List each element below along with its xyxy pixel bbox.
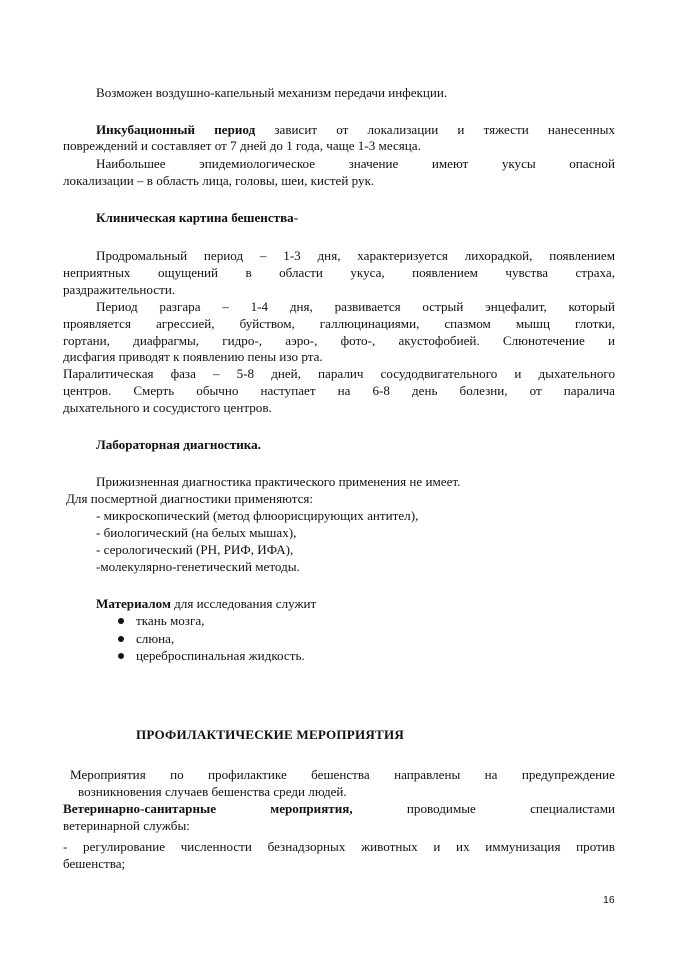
lab-method-item: -молекулярно-генетический методы.: [96, 559, 300, 574]
peak-line-1: Период разгара – 1-4 дня, развивается острый энцефалит, который: [96, 299, 615, 314]
prodrome-line-3: раздражительности.: [63, 282, 176, 297]
prodrome-line-2: неприятных ощущений в области укуса, появлением чувства страха,: [63, 265, 615, 280]
material-bullet-item: слюна,: [136, 631, 175, 646]
prevention-line-2: возникновения случаев бешенства среди людей.: [78, 784, 347, 799]
bullet-icon: [118, 618, 124, 624]
vet-line-1: [63, 801, 615, 817]
paralytic-line-3: дыхательного и сосудистого центров.: [63, 400, 272, 415]
peak-line-2: проявляется агрессией, буйством, галлюцинациями, спазмом мышц глотки,: [63, 316, 615, 331]
lab-line-2: Для посмертной диагностики применяются:: [66, 491, 314, 506]
material-text: для исследования служит: [170, 596, 317, 611]
prodrome-line-1: Продромальный период – 1-3 дня, характеризуется лихорадкой, появлением: [96, 248, 615, 263]
bullet-icon: [118, 636, 124, 642]
material-line: [96, 596, 316, 612]
vet-text-2: специалистами: [530, 801, 616, 816]
paralytic-line-1: Паралитическая фаза – 5-8 дней, паралич сосудодвигательного и дыхательного: [63, 366, 615, 381]
prevention-heading: ПРОФИЛАКТИЧЕСКИЕ МЕРОПРИЯТИЯ: [136, 727, 404, 742]
prevention-line-1: Мероприятия по профилактике бешенства направлены на предупреждение: [70, 767, 615, 782]
paragraph-transmission: Возможен воздушно-капельный механизм передачи инфекции.: [96, 85, 448, 100]
incubation-line-1: [96, 122, 615, 138]
bullet-icon: [118, 653, 124, 659]
incubation-line-3: Наибольшее эпидемиологическое значение имеют укусы опасной: [96, 156, 615, 171]
clinical-heading: Клиническая картина бешенства-: [96, 210, 299, 225]
lab-heading: Лабораторная диагностика.: [96, 437, 261, 452]
lab-method-item: - микроскопический (метод флюорисцирующих антител),: [96, 508, 419, 523]
peak-line-3: гортани, диафрагмы, гидро-, аэро-, фото-, акустофобией. Слюнотечение и: [63, 333, 615, 348]
material-bullet-item: ткань мозга,: [136, 613, 205, 628]
vet-text-1: проводимые: [406, 801, 476, 816]
lab-method-item: - серологический (РН, РИФ, ИФА),: [96, 542, 294, 557]
incubation-line-2: повреждений и составляет от 7 дней до 1 года, чаще 1-3 месяца.: [63, 138, 421, 153]
vet-line-2: ветеринарной службы:: [63, 818, 190, 833]
lab-method-item: - биологический (на белых мышах),: [96, 525, 297, 540]
vet-term-2: мероприятия,: [270, 801, 353, 816]
paralytic-line-2: центров. Смерть обычно наступает на 6-8 день болезни, от паралича: [63, 383, 615, 398]
incubation-line-4: локализации – в область лица, головы, шеи, кистей рук.: [63, 173, 375, 188]
page-number: 16: [603, 894, 615, 906]
material-term: Материалом: [96, 596, 171, 611]
vet-term-1: Ветеринарно-санитарные: [63, 801, 217, 816]
lab-line-1: Прижизненная диагностика практического применения не имеет.: [96, 474, 461, 489]
incubation-term: Инкубационный период: [96, 122, 256, 137]
peak-line-4: дисфагия приводят к появлению пены изо рта.: [63, 349, 323, 364]
regulation-line-1: - регулирование численности безнадзорных животных и их иммунизация против: [63, 839, 615, 854]
material-bullet-item: цереброспинальная жидкость.: [136, 648, 305, 663]
regulation-line-2: бешенства;: [63, 856, 126, 871]
incubation-text: зависит от локализации и тяжести нанесенных: [274, 122, 615, 137]
